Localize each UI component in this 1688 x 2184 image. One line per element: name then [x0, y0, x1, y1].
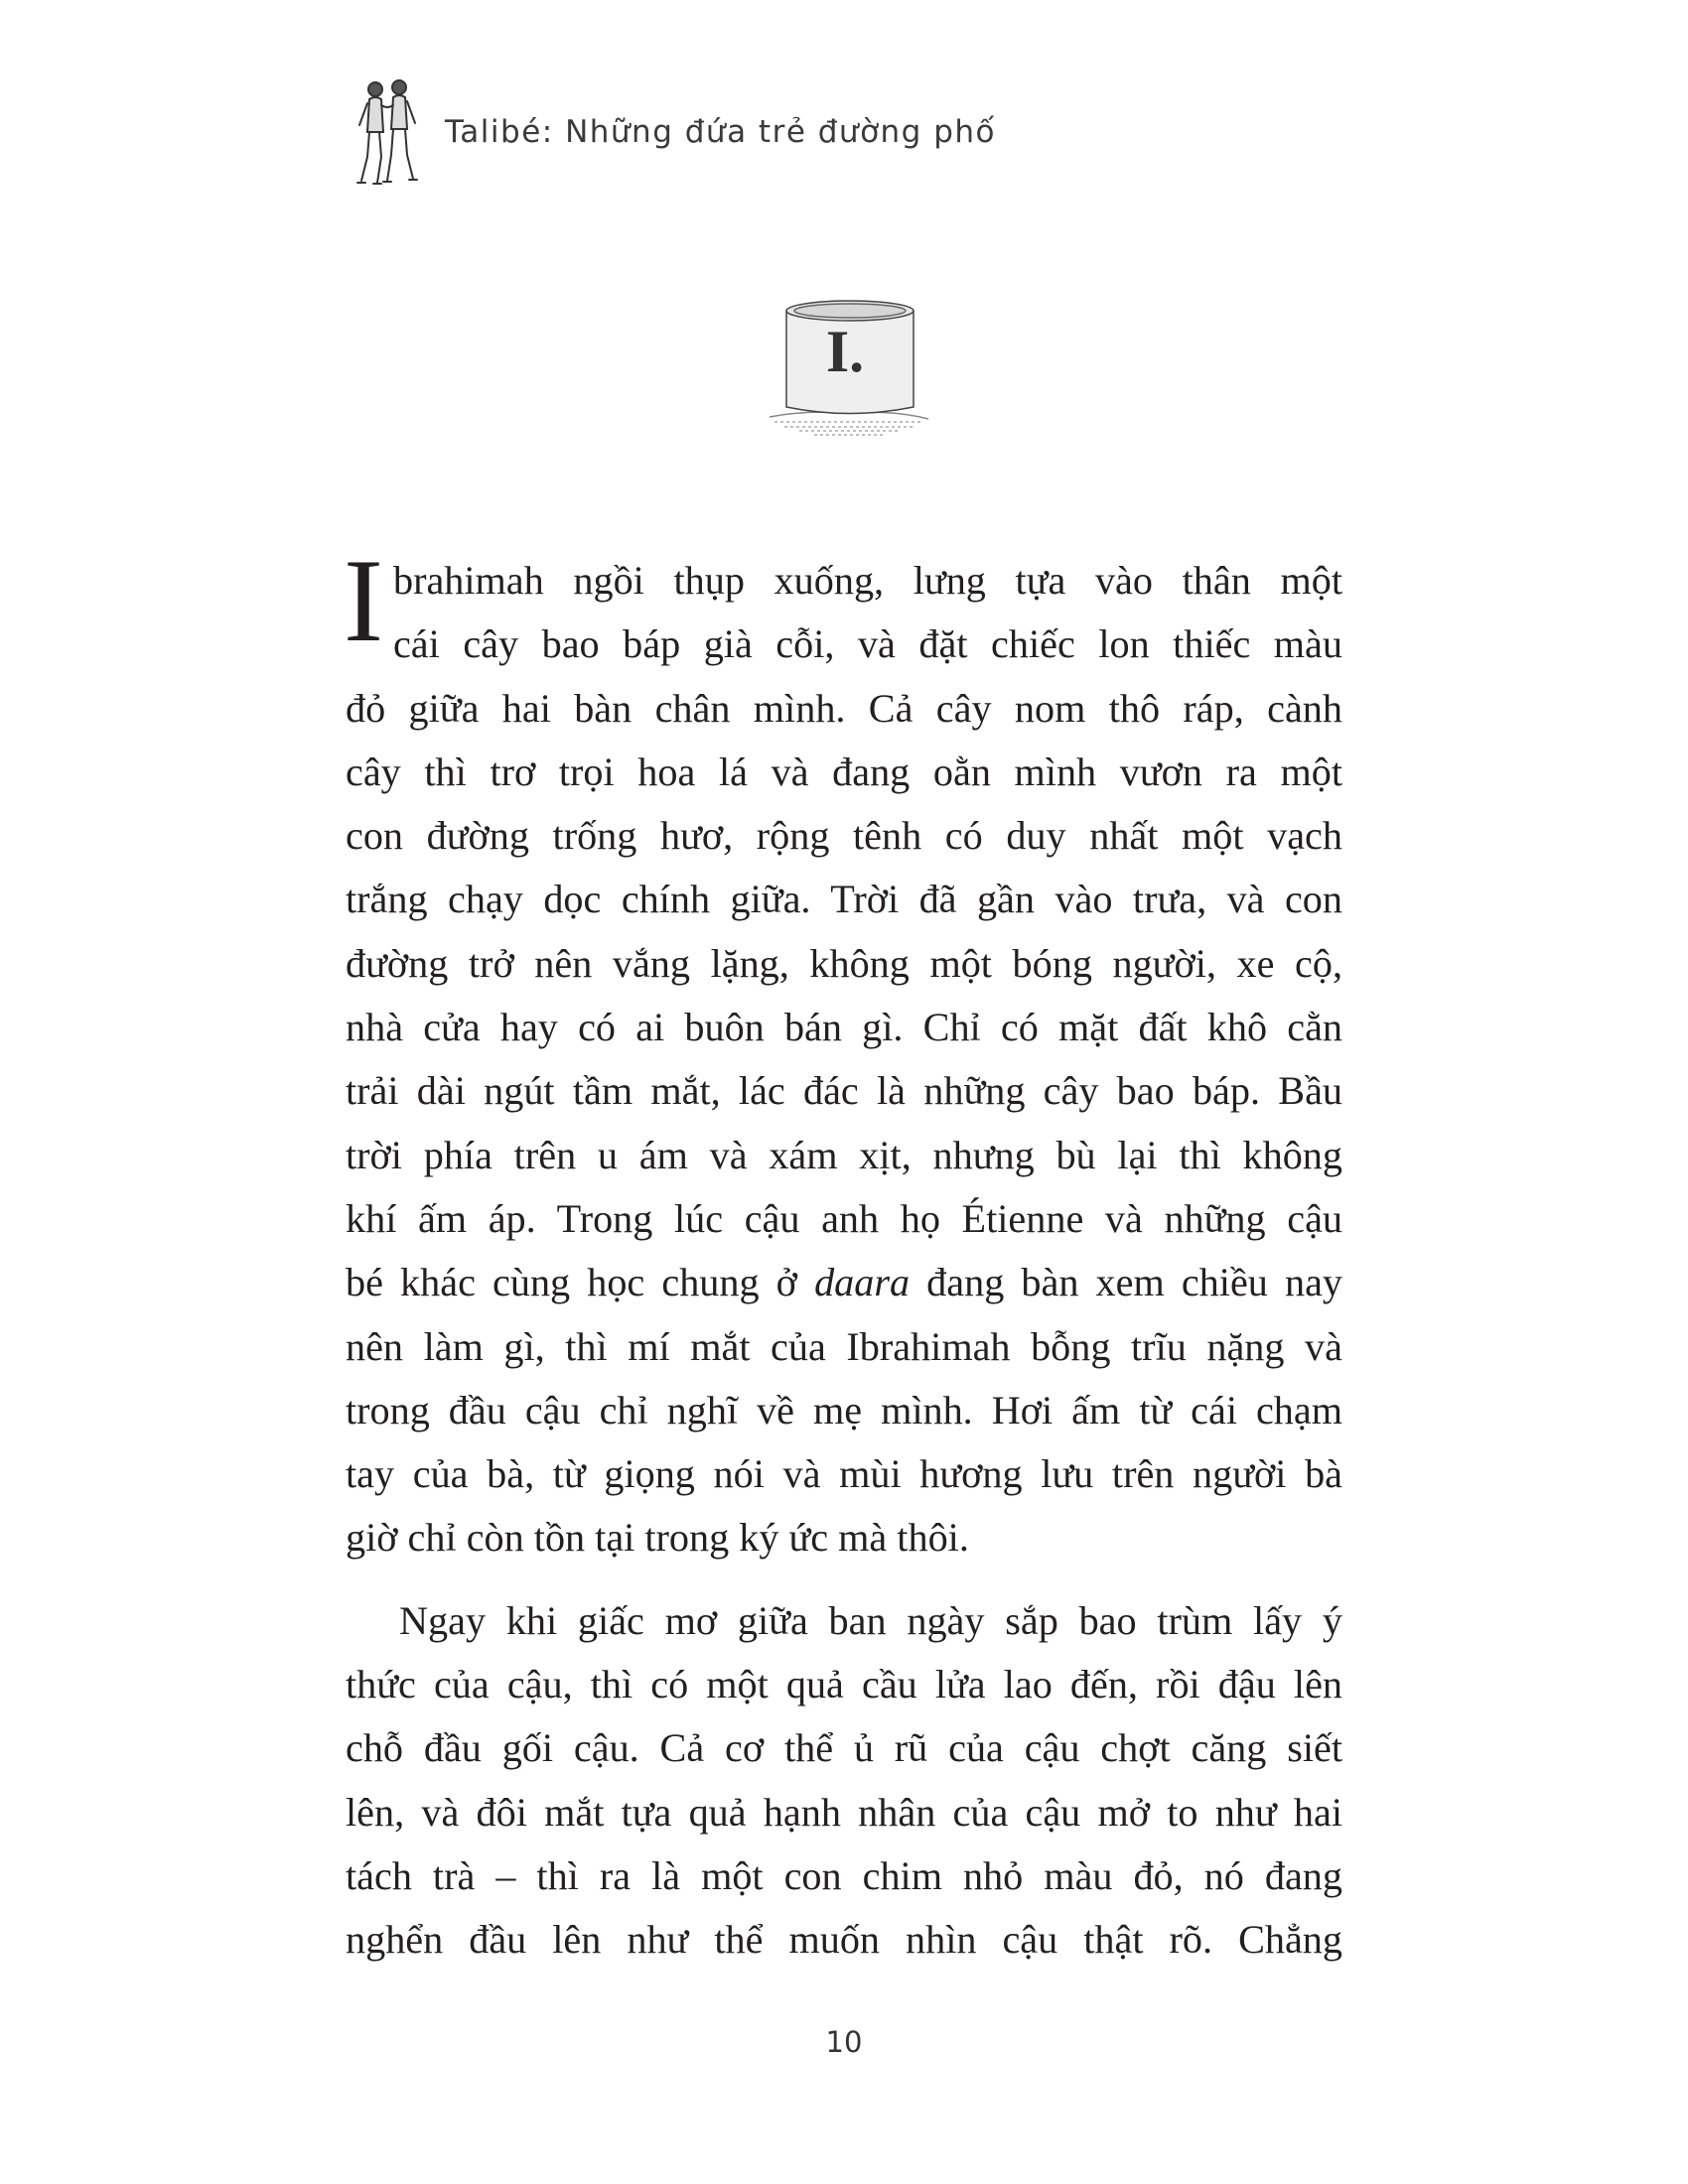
text-line: brahimah ngồi thụp xuống, lưng tựa vào thân một	[392, 558, 1342, 603]
text-line: giờ chỉ còn tồn tại trong ký ức mà thôi.	[346, 1515, 969, 1561]
text-line: trải dài ngút tầm mắt, lác đác là những cây bao báp. Bầu	[346, 1068, 1342, 1114]
text-line: khí ấm áp. Trong lúc cậu anh họ Étienne và những cậu	[346, 1195, 1342, 1241]
text-line: nhà cửa hay có ai buôn bán gì. Chỉ có mặt đất khô cằn	[346, 1005, 1342, 1050]
chapter-number: I.	[825, 319, 865, 384]
text-segment: bé khác cùng học chung ở	[346, 1260, 815, 1305]
text-line: trong đầu cậu chỉ nghĩ về mẹ mình. Hơi ấm từ cái chạm	[346, 1387, 1342, 1433]
text-segment: đang bàn xem chiều nay	[910, 1260, 1343, 1305]
paragraph-1	[344, 534, 1343, 1570]
text-line: lên, và đôi mắt tựa quả hạnh nhân của cậu mở to như hai	[346, 1789, 1342, 1835]
italic-term: daara	[814, 1260, 911, 1305]
paragraph-2	[346, 1589, 1342, 1973]
text-line: nghển đầu lên như thể muốn nhìn cậu thật rõ. Chẳng	[346, 1917, 1342, 1963]
book-title: Talibé: Những đứa trẻ đường phố	[445, 114, 997, 150]
text-line: đường trở nên vắng lặng, không một bóng người, xe cộ,	[346, 940, 1342, 986]
two-children-walking-icon	[348, 77, 427, 187]
text-line: thức của cậu, thì có một quả cầu lửa lao đến, rồi đậu lên	[346, 1662, 1342, 1707]
text-line: cái cây bao báp già cỗi, và đặt chiếc lon thiếc màu	[392, 621, 1342, 667]
text-line: đỏ giữa hai bàn chân mình. Cả cây nom thô ráp, cành	[346, 685, 1342, 731]
text-line: tay của bà, từ giọng nói và mùi hương lưu trên người bà	[346, 1451, 1342, 1497]
text-line: trắng chạy dọc chính giữa. Trời đã gần vào trưa, và con	[346, 877, 1342, 922]
text-line: trời phía trên u ám và xám xịt, nhưng bù lại thì không	[346, 1132, 1342, 1177]
text-line: tách trà – thì ra là một con chim nhỏ màu đỏ, nó đang	[346, 1852, 1342, 1898]
running-header	[348, 77, 996, 187]
text-line: nên làm gì, thì mí mắt của Ibrahimah bỗng trĩu nặng và	[346, 1323, 1342, 1369]
text-line: chỗ đầu gối cậu. Cả cơ thể ủ rũ của cậu chợt căng siết	[346, 1725, 1342, 1771]
drop-cap: I	[344, 534, 383, 666]
body-text	[344, 534, 1343, 1973]
text-line: Ngay khi giấc mơ giữa ban ngày sắp bao trùm lấy ý	[399, 1597, 1342, 1643]
text-line: cây thì trơ trọi hoa lá và đang oằn mình vươn ra một	[346, 749, 1342, 794]
text-line: con đường trống hươ, rộng tênh có duy nhất một vạch	[346, 813, 1342, 859]
text-line	[346, 1251, 1342, 1314]
page-number: 10	[825, 2025, 863, 2059]
